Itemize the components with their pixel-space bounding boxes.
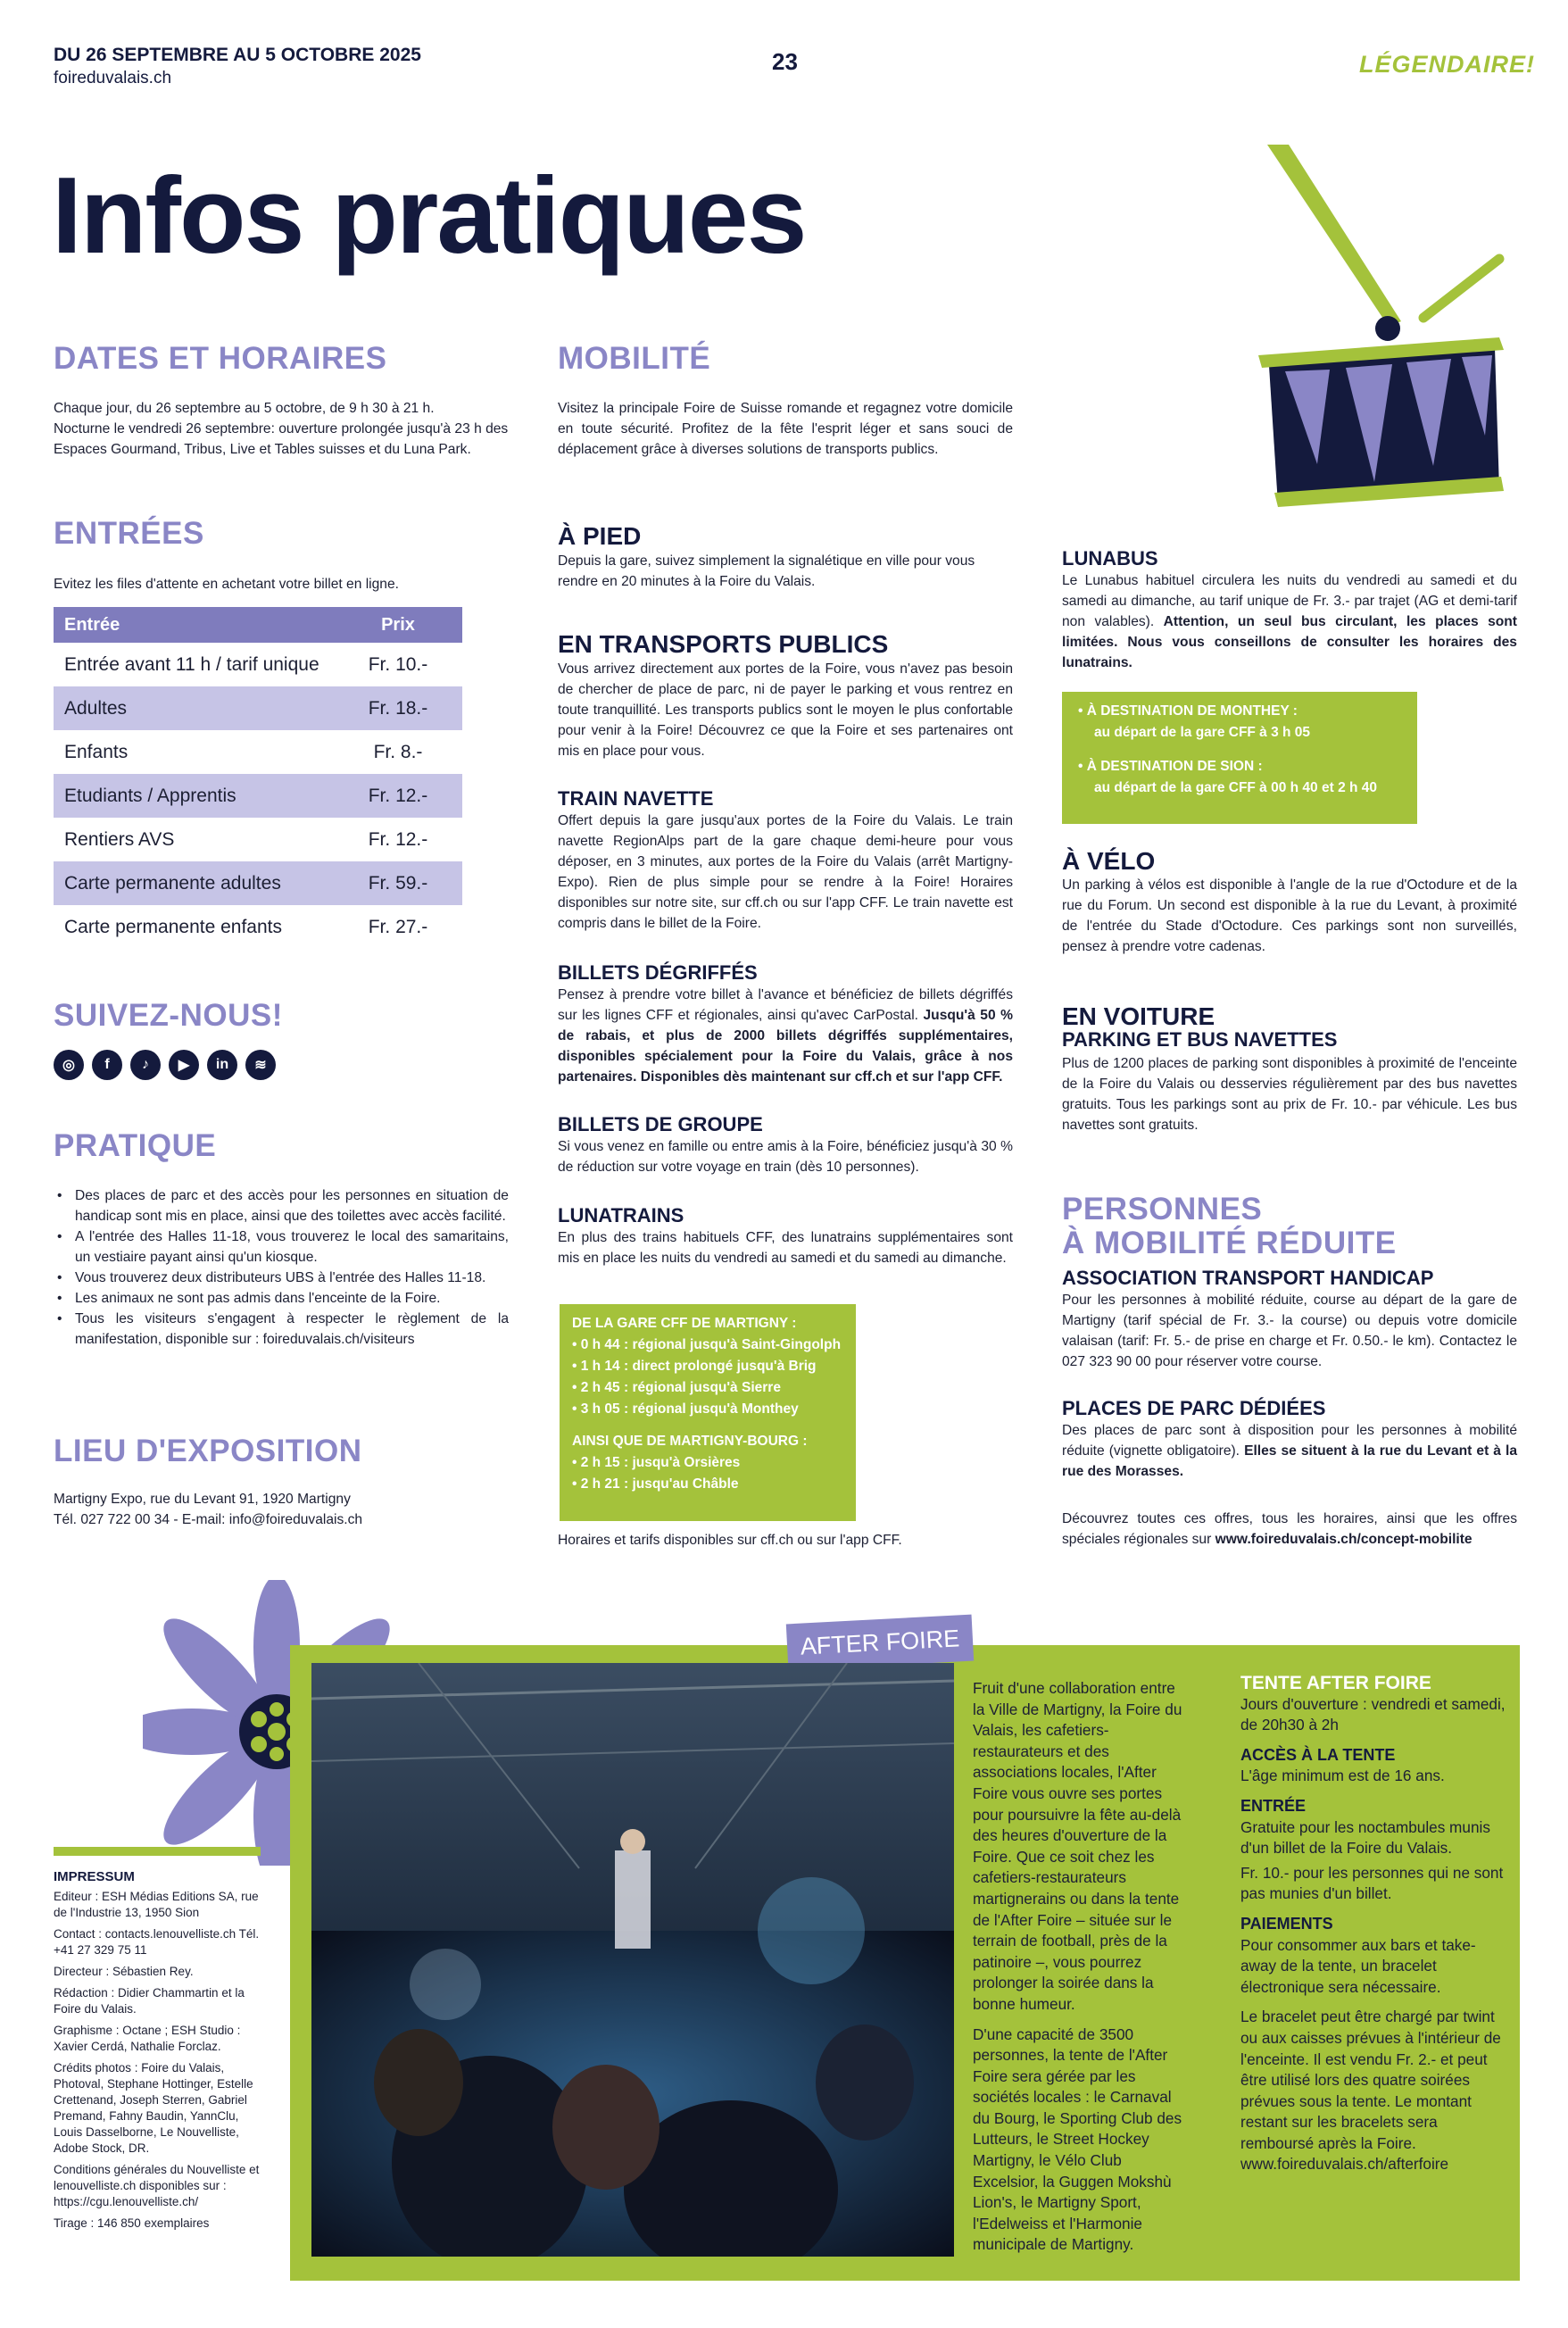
pmr-title-line-1: PERSONNES (1062, 1192, 1263, 1226)
row-label: Adultes (54, 686, 334, 730)
luna-after: Horaires et tarifs disponibles sur cff.ch ou sur l'app CFF. (558, 1533, 902, 1548)
lunabus-dest-1: • À DESTINATION DE MONTHEY : (1078, 703, 1298, 719)
velo-title: À VÉLO (1062, 847, 1156, 875)
row-price: Fr. 12.- (368, 828, 428, 850)
entrees-title: ENTRÉES (54, 516, 204, 551)
row-price: Fr. 10.- (368, 653, 428, 675)
row-label: Entrée avant 11 h / tarif unique (64, 653, 319, 675)
impressum (54, 1869, 264, 2237)
acces-title: ACCÈS À LA TENTE (1240, 1745, 1396, 1764)
mobilite-link[interactable]: www.foireduvalais.ch/concept-mobilite (1215, 1532, 1473, 1547)
voiture-text: Plus de 1200 places de parking sont disponibles à proximité de l'enceinte de la Foire du Valais ou desservies régulièrement par des bus navettes gratuits. Tous les parkings sont au prix de Fr. 10.- par véhicule. Les bus navettes sont gratuits. (1062, 1056, 1517, 1133)
pratique-list (54, 1185, 509, 1350)
voiture-title: EN VOITURE (1062, 1002, 1215, 1030)
table-row (54, 905, 462, 949)
lunabus-bold: Attention, un seul bus circulant, les places sont limitées. Nous vous conseillons de consulter les horaires des lunatrains. (1062, 614, 1517, 670)
list-item: • 3 h 05 : régional jusqu'à Monthey (572, 1401, 799, 1417)
paiements-text-2: Le bracelet peut être chargé par twint ou aux caisses prévues à l'intérieur de l'enceinte. Il est vendu Fr. 2.- et peut être utilisé lors des quatre soirées prévues sous la tente. Le montant restant sur les bracelets sera remboursé après la Foire. (1240, 2008, 1501, 2152)
pratique-title: PRATIQUE (54, 1128, 217, 1163)
dates-line-1: Chaque jour, du 26 septembre au 5 octobre, de 9 h 30 à 21 h. (54, 401, 435, 416)
lunabus-text: Le Lunabus habituel circulera les nuits du vendredi au samedi et du samedi au dimanche, au tarif unique de Fr. 3.- par trajet (AG et demi-tarif non valables). (1062, 573, 1517, 629)
impressum-title: IMPRESSUM (54, 1869, 135, 1884)
row-price: Fr. 8.- (373, 741, 423, 762)
list-item: • Vous trouverez deux distributeurs UBS à l'entrée des Halles 11-18. (75, 1268, 509, 1288)
issue-date: DU 26 SEPTEMBRE AU 5 OCTOBRE 2025 (54, 45, 421, 65)
row-price: Fr. 59.- (334, 861, 462, 905)
table-row (54, 861, 462, 905)
acces-text: L'âge minimum est de 16 ans. (1240, 1767, 1445, 1785)
after-paragraph-2: D'une capacité de 3500 personnes, la tente de l'After Foire sera gérée par les sociétés locales : le Carnaval du Bourg, le Sporting Club des Lutteurs, le Street Hockey Martigny, le Vélo Club Excelsior, la Guggen Mokshù Lion's, le Martigny Sport, l'Edelweiss et l'Harmonie municipale de Martigny. (973, 2025, 1182, 2254)
page-number: 23 (772, 48, 798, 75)
impressum-line: Graphisme : Octane ; ESH Studio : Xavier Cerdá, Nathalie Forclaz. (54, 2024, 241, 2053)
lunatrains-box (560, 1304, 856, 1521)
dates-line-2: Nocturne le vendredi 26 septembre: ouverture prolongée jusqu'à 23 h des Espaces Gourmand, Tribus, Live et Tables suisses et du Luna Park. (54, 421, 509, 457)
list-item: • 0 h 44 : régional jusqu'à Saint-Gingolph (572, 1337, 842, 1352)
luna-title: LUNATRAINS (558, 1204, 684, 1226)
table-row (54, 643, 462, 686)
row-price: Fr. 18.- (334, 686, 462, 730)
groupe-text: Si vous venez en famille ou entre amis à la Foire, bénéficiez jusqu'à 30 % de réduction sur votre voyage en train (dès 10 personnes). (558, 1139, 1013, 1175)
entree-text-2: Fr. 10.- pour les personnes qui ne sont pas munies d'un billet. (1240, 1863, 1504, 1903)
list-item: • Tous les visiteurs s'engagent à respecter le règlement de la manifestation, disponible sur : foireduvalais.ch/visiteurs (75, 1309, 509, 1350)
lunabus-box (1062, 692, 1417, 824)
row-label: Carte permanente adultes (54, 861, 334, 905)
site-url[interactable]: foireduvalais.ch (54, 69, 172, 87)
row-label: Rentiers AVS (64, 828, 175, 850)
impressum-line: Editeur : ESH Médias Editions SA, rue de l'Industrie 13, 1950 Sion (54, 1890, 259, 1919)
impressum-line: Rédaction : Didier Chammartin et la Foire du Valais. (54, 1986, 245, 2016)
page-title: Infos pratiques (52, 154, 806, 276)
a-pied-text: Depuis la gare, suivez simplement la signalétique en ville pour vous rendre en 20 minutes à la Foire du Valais. (558, 553, 975, 589)
lunabus-time-1: au départ de la gare CFF à 3 h 05 (1094, 725, 1311, 740)
pmr-title (1062, 1193, 1397, 1260)
parc-text: Des places de parc sont à disposition pour les personnes à mobilité réduite (vignette obligatoire). (1062, 1423, 1517, 1459)
navette-title: TRAIN NAVETTE (558, 787, 714, 810)
tente-title: TENTE AFTER FOIRE (1240, 1673, 1431, 1693)
tiktok-icon[interactable]: ♪ (130, 1050, 161, 1080)
after-paragraph-1: Fruit d'une collaboration entre la Ville de Martigny, la Foire du Valais, les cafetiers-restaurateurs et des associations locales, l'After Foire vous ouvre ses portes pour poursuivre la fête au-delà des heures d'ouverture de la Foire. Que ce soit chez les cafetiers-restaurateurs martignerains ou dans la tente de l'After Foire – située sur le terrain de football, près de la patinoire –, vous pourrez prolonger la soirée dans la bonne humeur. (973, 1679, 1182, 2013)
luna-box-head-2: AINSI QUE DE MARTIGNY-BOURG : (572, 1434, 808, 1449)
row-label: Etudiants / Apprentis (54, 774, 334, 818)
afterfoire-link[interactable]: www.foireduvalais.ch/afterfoire (1240, 2155, 1449, 2174)
velo-text: Un parking à vélos est disponible à l'angle de la rue d'Octodure et de la rue du Forum. Un second est disponible à la rue du Levant, à proximité de l'entrée du Stade d'Octodure. Ces parkings sont non surveillés, pensez à prendre votre cadenas. (1062, 877, 1517, 954)
after-foire-text (973, 1678, 1187, 2265)
row-price: Fr. 12.- (334, 774, 462, 818)
list-item: • Des places de parc et des accès pour les personnes en situation de handicap sont mis en place, ainsi que des toilettes avec accès facilité. (75, 1185, 509, 1226)
price-table-header (54, 607, 462, 643)
mobilite-intro: Visitez la principale Foire de Suisse romande et regagnez votre domicile en toute sécurité. Profitez de la fête l'esprit léger et sans souci de déplacement grâce à diverses solutions de transports publics. (558, 401, 1013, 457)
mobilite-title: MOBILITÉ (558, 341, 711, 376)
lieu-contact: Tél. 027 722 00 34 - E-mail: info@foireduvalais.ch (54, 1512, 363, 1527)
degriffes-title: BILLETS DÉGRIFFÉS (558, 961, 758, 984)
col-price: Prix (334, 607, 462, 643)
price-table (54, 607, 462, 949)
degriffes-text: Pensez à prendre votre billet à l'avance et bénéficiez de billets dégriffés sur les lignes CFF et régionales, ainsi qu'avec CarPostal. (558, 987, 1013, 1023)
pmr-title-line-2: À MOBILITÉ RÉDUITE (1062, 1226, 1397, 1260)
drum-illustration (1232, 143, 1526, 518)
impressum-line: Crédits photos : Foire du Valais, Photoval, Stephane Hottinger, Estelle Crettenand, Joseph Sterren, Gabriel Premand, Fahny Baudin, YannClu, Louis Dasselborne, Le Nouvelliste, Adobe Stock, DR. (54, 2061, 253, 2155)
groupe-title: BILLETS DE GROUPE (558, 1113, 763, 1135)
table-row (54, 686, 462, 730)
paiements-title: PAIEMENTS (1240, 1914, 1333, 1933)
lieu-title: LIEU D'EXPOSITION (54, 1434, 362, 1468)
table-row (54, 818, 462, 861)
lunabus-time-2: au départ de la gare CFF à 00 h 40 et 2 h 40 (1094, 780, 1378, 795)
list-item: • A l'entrée des Halles 11-18, vous trouverez le local des samaritains, un vestiaire payant ainsi qu'un kiosque. (75, 1226, 509, 1268)
list-item: • 2 h 45 : régional jusqu'à Sierre (572, 1380, 781, 1395)
list-item: • 2 h 21 : jusqu'au Châble (572, 1476, 739, 1492)
table-row (54, 730, 462, 774)
list-item: • 2 h 15 : jusqu'à Orsières (572, 1455, 741, 1470)
tente-text: Jours d'ouverture : vendredi et samedi, de 20h30 à 2h (1240, 1694, 1506, 1734)
col-entry: Entrée (54, 607, 334, 643)
parc-title: PLACES DE PARC DÉDIÉES (1062, 1397, 1326, 1419)
linkedin-icon[interactable]: in (207, 1050, 237, 1080)
impressum-line: Tirage : 146 850 exemplaires (54, 2216, 210, 2230)
instagram-icon[interactable]: ◎ (54, 1050, 84, 1080)
lunabus-dest-2: • À DESTINATION DE SION : (1078, 759, 1263, 774)
after-foire-photo (311, 1663, 954, 2257)
final-text: Découvrez toutes ces offres, tous les horaires, ainsi que les offres spéciales régionales sur (1062, 1511, 1517, 1547)
assoc-title: ASSOCIATION TRANSPORT HANDICAP (1062, 1267, 1434, 1289)
lieu-address: Martigny Expo, rue du Levant 91, 1920 Martigny (54, 1492, 351, 1507)
luna-text: En plus des trains habituels CFF, des lunatrains supplémentaires sont mis en place les nuits du vendredi au samedi et du samedi au dimanche. (558, 1230, 1013, 1266)
tp-text: Vous arrivez directement aux portes de la Foire, vous n'avez pas besoin de chercher de place de parc, ni de payer le parking et vous rentrez en toute tranquillité. Les transports publics sont le moyen le plus confortable pour venir à la Foire! Découvrez ce que la Foire et ses partenaires ont mis en place pour vous. (558, 661, 1013, 759)
legendaire-logo: LÉGENDAIRE! (1359, 51, 1536, 78)
luna-box-head-1: DE LA GARE CFF DE MARTIGNY : (572, 1316, 797, 1331)
entree-text-1: Gratuite pour les noctambules munis d'un billet de la Foire du Valais. (1240, 1817, 1490, 1858)
assoc-text: Pour les personnes à mobilité réduite, course au départ de la gare de Martigny (tarif spécial de Fr. 3.- la course) ou depuis votre domicile valaisan (tarif: Fr. 5.- de prise en charge et Fr. 0.50.- le km). Contactez le 027 323 90 00 pour réserver votre course. (1062, 1293, 1517, 1369)
after-foire-info (1240, 1673, 1508, 2175)
lunabus-title: LUNABUS (1062, 547, 1158, 570)
impressum-bar (54, 1847, 261, 1856)
facebook-icon[interactable]: f (92, 1050, 122, 1080)
table-row (54, 774, 462, 818)
spotify-icon[interactable]: ≋ (245, 1050, 276, 1080)
tp-title: EN TRANSPORTS PUBLICS (558, 630, 889, 658)
voiture-subtitle: PARKING ET BUS NAVETTES (1062, 1028, 1338, 1051)
entree-title: ENTRÉE (1240, 1796, 1307, 1815)
paiements-text-1: Pour consommer aux bars et take-away de la tente, un bracelet électronique sera nécessaire. (1240, 1935, 1476, 1996)
impressum-line: Contact : contacts.lenouvelliste.ch Tél. +41 27 329 75 11 (54, 1927, 260, 1957)
navette-text: Offert depuis la gare jusqu'aux portes de la Foire du Valais. Le train navette RegionAlps part de la gare chaque demi-heure pour vous déposer, en 3 minutes, aux portes de la Foire du Valais (arrêt Martigny-Expo). Rien de plus simple pour se rendre à la Foire! Horaires disponibles sur notre site, sur cff.ch ou sur l'app CFF. Le train navette est compris dans le billet de la Foire. (558, 813, 1013, 931)
impressum-line: Directeur : Sébastien Rey. (54, 1965, 194, 1978)
row-label: Enfants (64, 741, 129, 762)
parc-bold: Elles se situent à la rue du Levant et à la rue des Morasses. (1062, 1443, 1517, 1479)
dates-title: DATES ET HORAIRES (54, 341, 387, 376)
list-item: • Les animaux ne sont pas admis dans l'enceinte de la Foire. (75, 1288, 509, 1309)
a-pied-title: À PIED (558, 522, 642, 550)
suivez-title: SUIVEZ-NOUS! (54, 998, 283, 1033)
social-icons (54, 1050, 276, 1080)
degriffes-bold: Jusqu'à 50 % de rabais, et plus de 2000 billets dégriffés supplémentaires, disponibles spécialement pour la Foire du Valais, grâce à nos partenaires. Disponibles dès maintenant sur cff.ch et sur l'app CFF. (558, 1008, 1013, 1085)
list-item: • 1 h 14 : direct prolongé jusqu'à Brig (572, 1359, 817, 1374)
youtube-icon[interactable]: ▶ (169, 1050, 199, 1080)
row-price: Fr. 27.- (368, 916, 428, 937)
impressum-line: Conditions générales du Nouvelliste et lenouvelliste.ch disponibles sur : https://cgu.lenouvelliste.ch/ (54, 2163, 260, 2208)
entrees-intro: Evitez les files d'attente en achetant votre billet en ligne. (54, 577, 399, 592)
after-foire-tag: AFTER FOIRE (786, 1615, 974, 1671)
row-label: Carte permanente enfants (64, 916, 282, 937)
